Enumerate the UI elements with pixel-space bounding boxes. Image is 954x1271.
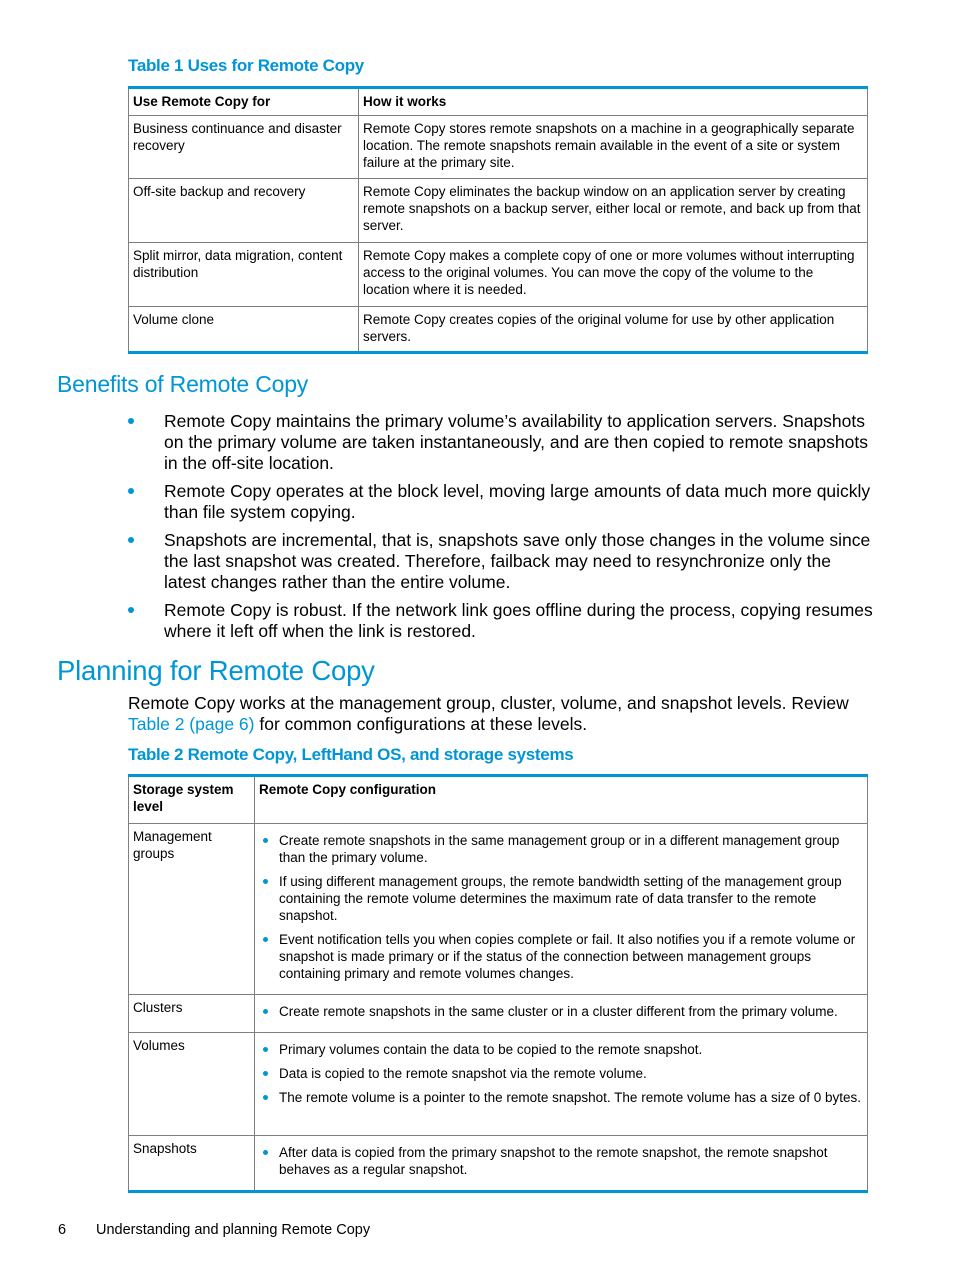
table-row (129, 116, 868, 179)
list-item-text: Remote Copy operates at the block level, moving large amounts of data much more quickly than file system copying. (164, 481, 871, 522)
table2-header-level: Storage system level (129, 776, 255, 824)
table-header-row (129, 88, 868, 116)
planning-heading: Planning for Remote Copy (57, 655, 375, 686)
bullet-icon (263, 1071, 268, 1076)
list-item (128, 600, 873, 642)
list-item-text: Data is copied to the remote snapshot via the remote volume. (279, 1066, 647, 1081)
benefits-list (128, 411, 873, 649)
table1-caption: Table 1 Uses for Remote Copy (128, 56, 364, 75)
table-cell: Remote Copy makes a complete copy of one or more volumes without interrupting access to the original volumes. You can move the copy of the volume to the location where it is needed. (359, 243, 868, 307)
table-cell (255, 995, 868, 1033)
bullet-icon (263, 838, 268, 843)
list-item-text: Remote Copy is robust. If the network link goes offline during the process, copying resumes where it left off when the link is restored. (164, 600, 873, 641)
table-row (129, 824, 868, 995)
list-item-text: Remote Copy maintains the primary volume’s availability to application servers. Snapshots on the primary volume are taken instantaneously, and are then copied to remote snapshots in the off-site location. (164, 411, 868, 473)
list-item (259, 1003, 863, 1020)
bullet-icon (128, 537, 134, 543)
planning-intro (128, 693, 873, 735)
table1 (128, 86, 868, 354)
table-cell: Split mirror, data migration, content distribution (129, 243, 359, 307)
table-row (129, 995, 868, 1033)
table-cell: Volume clone (129, 307, 359, 353)
list-item (259, 873, 863, 924)
table-row (129, 307, 868, 353)
list-item (259, 1089, 863, 1106)
table-cell: Remote Copy eliminates the backup window on an application server by creating remote snapshots on a backup server, either local or remote, and back up from that server. (359, 179, 868, 243)
list-item-text: If using different management groups, the remote bandwidth setting of the management group containing the remote volume determines the maximum rate of data transfer to the remote snapshot. (279, 874, 842, 923)
list-item (128, 481, 873, 523)
config-list (259, 832, 863, 982)
table-row (129, 243, 868, 307)
bullet-icon (263, 879, 268, 884)
table-cell: Clusters (129, 995, 255, 1033)
bullet-icon (263, 1095, 268, 1100)
bullet-icon (263, 1150, 268, 1155)
table-cell: Volumes (129, 1033, 255, 1136)
table1-header-use: Use Remote Copy for (129, 88, 359, 116)
table2-caption: Table 2 Remote Copy, LeftHand OS, and storage systems (128, 745, 574, 764)
page-number: 6 (58, 1222, 67, 1238)
bullet-icon (128, 488, 134, 494)
table2-header-config: Remote Copy configuration (255, 776, 868, 824)
bullet-icon (263, 937, 268, 942)
table-header-row (129, 776, 868, 824)
list-item (128, 530, 873, 593)
config-list (259, 1041, 863, 1106)
table-cell (255, 1033, 868, 1136)
table2-link[interactable]: Table 2 (page 6) (128, 714, 255, 734)
list-item (128, 411, 873, 474)
table-cell (255, 824, 868, 995)
bullet-icon (263, 1009, 268, 1014)
list-item (259, 1065, 863, 1082)
table-cell: Snapshots (129, 1136, 255, 1192)
list-item (259, 931, 863, 982)
intro-text: for common configurations at these levels. (254, 714, 588, 734)
bullet-icon (128, 418, 134, 424)
table-cell: Remote Copy creates copies of the original volume for use by other application servers. (359, 307, 868, 353)
table-cell (255, 1136, 868, 1192)
list-item (259, 832, 863, 866)
table-cell: Off-site backup and recovery (129, 179, 359, 243)
table-cell: Management groups (129, 824, 255, 995)
list-item-text: The remote volume is a pointer to the remote snapshot. The remote volume has a size of 0 bytes. (279, 1090, 862, 1105)
list-item-text: After data is copied from the primary snapshot to the remote snapshot, the remote snapshot behaves as a regular snapshot. (279, 1145, 828, 1177)
config-list (259, 1144, 863, 1178)
list-item-text: Create remote snapshots in the same management group or in a different management group than the primary volume. (279, 833, 840, 865)
table-cell: Business continuance and disaster recovery (129, 116, 359, 179)
list-item (259, 1041, 863, 1058)
list-item-text: Primary volumes contain the data to be copied to the remote snapshot. (279, 1042, 703, 1057)
list-item-text: Event notification tells you when copies complete or fail. It also notifies you if a remote volume or snapshot is made primary or if the status of the connection between management groups containing primary and remote volumes changes. (279, 932, 856, 981)
footer-section-title: Understanding and planning Remote Copy (96, 1222, 371, 1238)
table-row (129, 1136, 868, 1192)
table-row (129, 1033, 868, 1136)
table2 (128, 774, 868, 1193)
benefits-heading: Benefits of Remote Copy (57, 371, 309, 397)
intro-text: Remote Copy works at the management group, cluster, volume, and snapshot levels. Review (128, 693, 849, 713)
list-item-text: Create remote snapshots in the same cluster or in a cluster different from the primary volume. (279, 1004, 838, 1019)
bullet-icon (263, 1047, 268, 1052)
config-list (259, 1003, 863, 1020)
bullet-icon (128, 607, 134, 613)
list-item (259, 1144, 863, 1178)
table-row (129, 179, 868, 243)
list-item-text: Snapshots are incremental, that is, snapshots save only those changes in the volume since the last snapshot was created. Therefore, failback may need to resynchronize only the latest changes rather than the entire volume. (164, 530, 871, 592)
table-cell: Remote Copy stores remote snapshots on a machine in a geographically separate location. The remote snapshots remain available in the event of a site or system failure at the primary site. (359, 116, 868, 179)
table1-header-how: How it works (359, 88, 868, 116)
